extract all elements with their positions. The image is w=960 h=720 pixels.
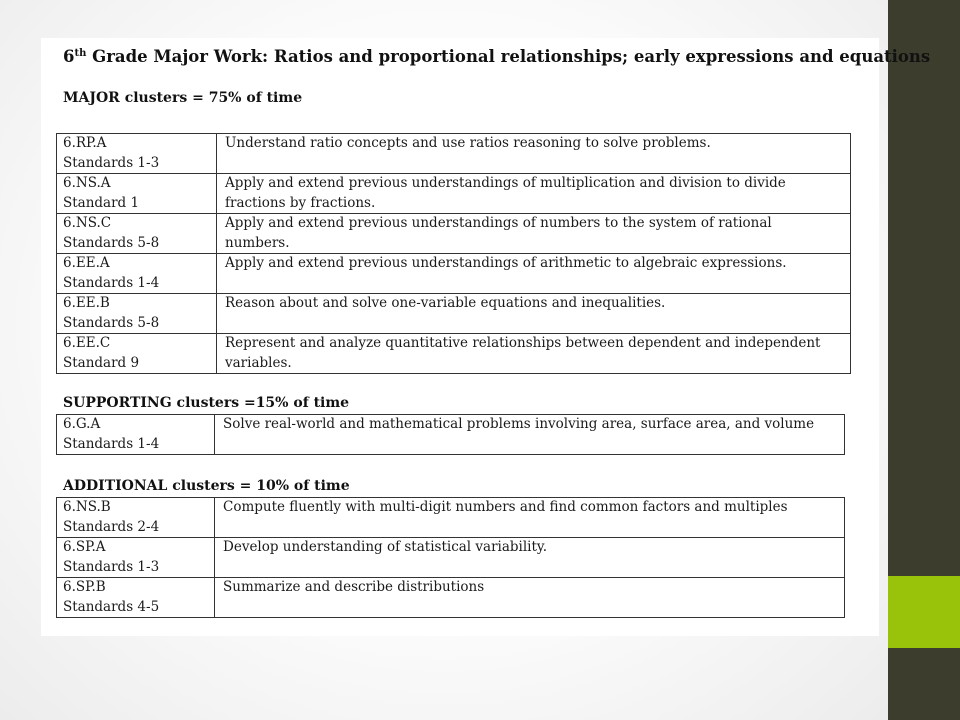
cluster-code-cell [57,578,215,618]
accent-square [888,576,960,648]
cluster-code-cell [57,334,217,374]
cluster-row [57,134,851,174]
cluster-description-line: Compute fluently with multi-digit numbers and find common factors and multiples [223,499,788,515]
major-clusters-body [57,134,851,374]
cluster-description-line: Apply and extend previous understandings of numbers to the system of rational [225,215,772,231]
cluster-description-line: Understand ratio concepts and use ratios reasoning to solve problems. [225,135,711,151]
cluster-code-cell [57,214,217,254]
cluster-standards: Standards 5-8 [63,234,160,251]
cluster-code-cell [57,415,215,455]
cluster-description-line: Develop understanding of statistical variability. [223,539,548,555]
cluster-code: 6.SP.B [63,579,106,595]
supporting-clusters-table [56,414,845,455]
cluster-code-cell [57,254,217,294]
cluster-code-cell [57,134,217,174]
cluster-row [57,578,845,618]
title-grade-suffix: th [74,48,87,59]
cluster-description-line: Solve real-world and mathematical problems involving area, surface area, and volume [223,416,815,432]
cluster-description-cell [217,334,851,374]
cluster-row [57,538,845,578]
cluster-row [57,415,845,455]
cluster-code-cell [57,538,215,578]
cluster-code: 6.EE.A [63,255,110,271]
title-grade-number: 6 [63,47,75,66]
cluster-code-cell [57,294,217,334]
cluster-row [57,174,851,214]
cluster-row [57,334,851,374]
supporting-clusters-body [57,415,845,455]
cluster-code: 6.SP.A [63,539,106,555]
cluster-standards: Standard 1 [63,194,140,211]
cluster-standards: Standards 1-3 [63,558,160,575]
title-text: Grade Major Work: Ratios and proportional relationships; early expressions and equations [86,47,931,66]
cluster-description-cell [217,134,851,174]
cluster-description-line: numbers. [225,234,290,251]
cluster-description-cell [215,578,845,618]
cluster-description-line: fractions by fractions. [225,194,376,211]
cluster-standards: Standards 2-4 [63,518,160,535]
cluster-code: 6.NS.B [63,499,111,515]
cluster-description-line: Represent and analyze quantitative relationships between dependent and independent [225,335,821,351]
cluster-standards: Standards 5-8 [63,314,160,331]
cluster-code: 6.G.A [63,416,101,432]
supporting-clusters-heading: SUPPORTING clusters =15% of time [63,395,350,411]
cluster-description-cell [215,498,845,538]
cluster-standards: Standards 4-5 [63,598,160,615]
cluster-description-cell [215,415,845,455]
cluster-standards: Standards 1-4 [63,274,160,291]
major-clusters-heading: MAJOR clusters = 75% of time [63,90,303,106]
cluster-description-line: Summarize and describe distributions [223,579,485,595]
cluster-row [57,254,851,294]
cluster-code: 6.NS.C [63,215,112,231]
cluster-description-cell [217,174,851,214]
cluster-code-cell [57,498,215,538]
cluster-standards: Standards 1-4 [63,435,160,452]
major-clusters-table [56,133,851,374]
cluster-description-cell [215,538,845,578]
cluster-code: 6.EE.B [63,295,110,311]
cluster-description-line: Reason about and solve one-variable equations and inequalities. [225,295,666,311]
cluster-description-line: Apply and extend previous understandings of multiplication and division to divide [225,175,786,191]
page-title [63,47,930,66]
cluster-code-cell [57,174,217,214]
cluster-row [57,498,845,538]
cluster-code: 6.EE.C [63,335,111,351]
document-image [41,38,931,636]
cluster-standards: Standards 1-3 [63,154,160,171]
additional-clusters-table [56,497,845,618]
cluster-description-line: variables. [225,354,292,371]
additional-clusters-body [57,498,845,618]
cluster-code: 6.NS.A [63,175,111,191]
cluster-code: 6.RP.A [63,135,107,151]
cluster-standards: Standard 9 [63,354,140,371]
cluster-description-line: Apply and extend previous understandings of arithmetic to algebraic expressions. [225,255,787,271]
cluster-row [57,294,851,334]
cluster-row [57,214,851,254]
cluster-description-cell [217,294,851,334]
additional-clusters-heading: ADDITIONAL clusters = 10% of time [63,478,350,494]
cluster-description-cell [217,254,851,294]
cluster-description-cell [217,214,851,254]
